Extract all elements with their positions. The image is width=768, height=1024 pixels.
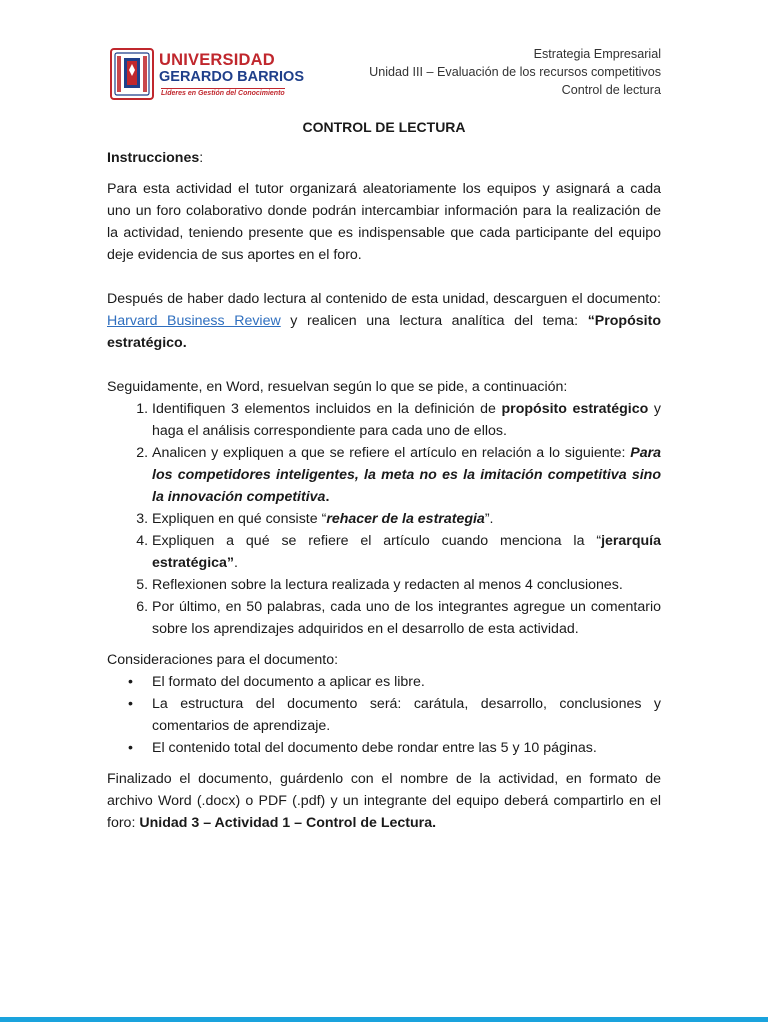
instructions-label: Instrucciones bbox=[107, 150, 200, 166]
header-course-info bbox=[369, 45, 661, 99]
university-seal-icon bbox=[110, 48, 154, 100]
task-item-1 bbox=[152, 398, 661, 442]
task-5-text: Reflexionen sobre la lectura realizada y redacten al menos 4 conclusiones. bbox=[152, 577, 623, 593]
task-6-text: Por último, en 50 palabras, cada uno de los integrantes agregue un comentario sobre los aprendizajes adquiridos en el desarrollo de esta actividad. bbox=[152, 599, 661, 637]
task-3-text: Expliquen en qué consiste “ bbox=[152, 511, 327, 527]
consideration-item-2: • La estructura del documento será: carátula, desarrollo, conclusiones y comentarios de aprendizaje. bbox=[152, 693, 661, 737]
logo-tagline: Líderes en Gestión del Conocimiento bbox=[161, 90, 285, 97]
task-2-after: . bbox=[325, 489, 330, 505]
paragraph-2 bbox=[107, 288, 661, 354]
considerations-list bbox=[107, 671, 661, 759]
final-paragraph-forum-name: Unidad 3 – Actividad 1 – Control de Lectura. bbox=[139, 815, 437, 831]
final-paragraph bbox=[107, 768, 661, 834]
task-3-after: ”. bbox=[484, 511, 494, 527]
document-body bbox=[107, 116, 661, 834]
final-paragraph-text: Finalizado el documento, guárdenlo con el nombre de la actividad, en formato de archivo Word (.docx) o PDF (.pdf) y un integrante del equipo deberá compartirlo en el foro: bbox=[107, 771, 661, 831]
document-title: CONTROL DE LECTURA bbox=[302, 119, 466, 135]
task-2-text: Analicen y expliquen a que se refiere el artículo en relación a lo siguiente: bbox=[152, 445, 631, 461]
tasks-list bbox=[107, 398, 661, 640]
logo-name-line2: GERARDO BARRIOS bbox=[159, 69, 305, 85]
task-4-after: . bbox=[234, 555, 238, 571]
instructions-heading bbox=[107, 147, 661, 169]
footer-bar bbox=[0, 1017, 768, 1022]
task-2-bold-italic: Para los competidores inteligentes, la meta no es la imitación competitiva sino la innovación competitiva bbox=[152, 445, 661, 505]
header-activity: Control de lectura bbox=[561, 83, 661, 97]
task-4-bold: jerarquía estratégica” bbox=[152, 533, 661, 571]
task-3-bold-italic: rehacer de la estrategia bbox=[326, 511, 485, 527]
considerations-intro: Consideraciones para el documento: bbox=[107, 652, 339, 668]
paragraph-2-topic: “Propósito estratégico. bbox=[107, 313, 661, 351]
paragraph-2-text: Después de haber dado lectura al contenido de esta unidad, descarguen el documento: bbox=[107, 291, 661, 307]
consideration-item-1: • El formato del documento a aplicar es libre. bbox=[152, 671, 661, 693]
paragraph-2-text-after: y realicen una lectura analítica del tema: bbox=[280, 313, 588, 329]
task-item-2 bbox=[152, 442, 661, 508]
task-1-bold: propósito estratégico bbox=[501, 401, 649, 417]
university-logo bbox=[110, 48, 305, 102]
task-1-after: y haga el análisis correspondiente para cada uno de ellos. bbox=[152, 401, 661, 439]
task-item-3 bbox=[152, 508, 661, 530]
task-4-text: Expliquen a qué se refiere el artículo cuando menciona la “ bbox=[152, 533, 602, 549]
task-1-text: Identifiquen 3 elementos incluidos en la definición de bbox=[152, 401, 502, 417]
instructions-colon: : bbox=[199, 150, 204, 166]
task-item-6 bbox=[152, 596, 661, 640]
task-item-4 bbox=[152, 530, 661, 574]
consideration-item-3: • El contenido total del documento debe rondar entre las 5 y 10 páginas. bbox=[152, 737, 661, 759]
logo-name-line1: UNIVERSIDAD bbox=[159, 51, 275, 69]
task-item-5 bbox=[152, 574, 661, 596]
paragraph-1: Para esta actividad el tutor organizará aleatoriamente los equipos y asignará a cada uno un foro colaborativo donde podrán intercambiar información para la realización de la actividad, teniendo presente que es indispensable que cada participante del equipo deje evidencia de sus aportes en el foro. bbox=[107, 181, 661, 263]
harvard-business-review-link[interactable]: Harvard Business Review bbox=[107, 313, 281, 329]
tasks-intro: Seguidamente, en Word, resuelvan según lo que se pide, a continuación: bbox=[107, 379, 568, 395]
header-course-name: Estrategia Empresarial bbox=[533, 47, 661, 61]
header-unit: Unidad III – Evaluación de los recursos competitivos bbox=[369, 65, 661, 79]
